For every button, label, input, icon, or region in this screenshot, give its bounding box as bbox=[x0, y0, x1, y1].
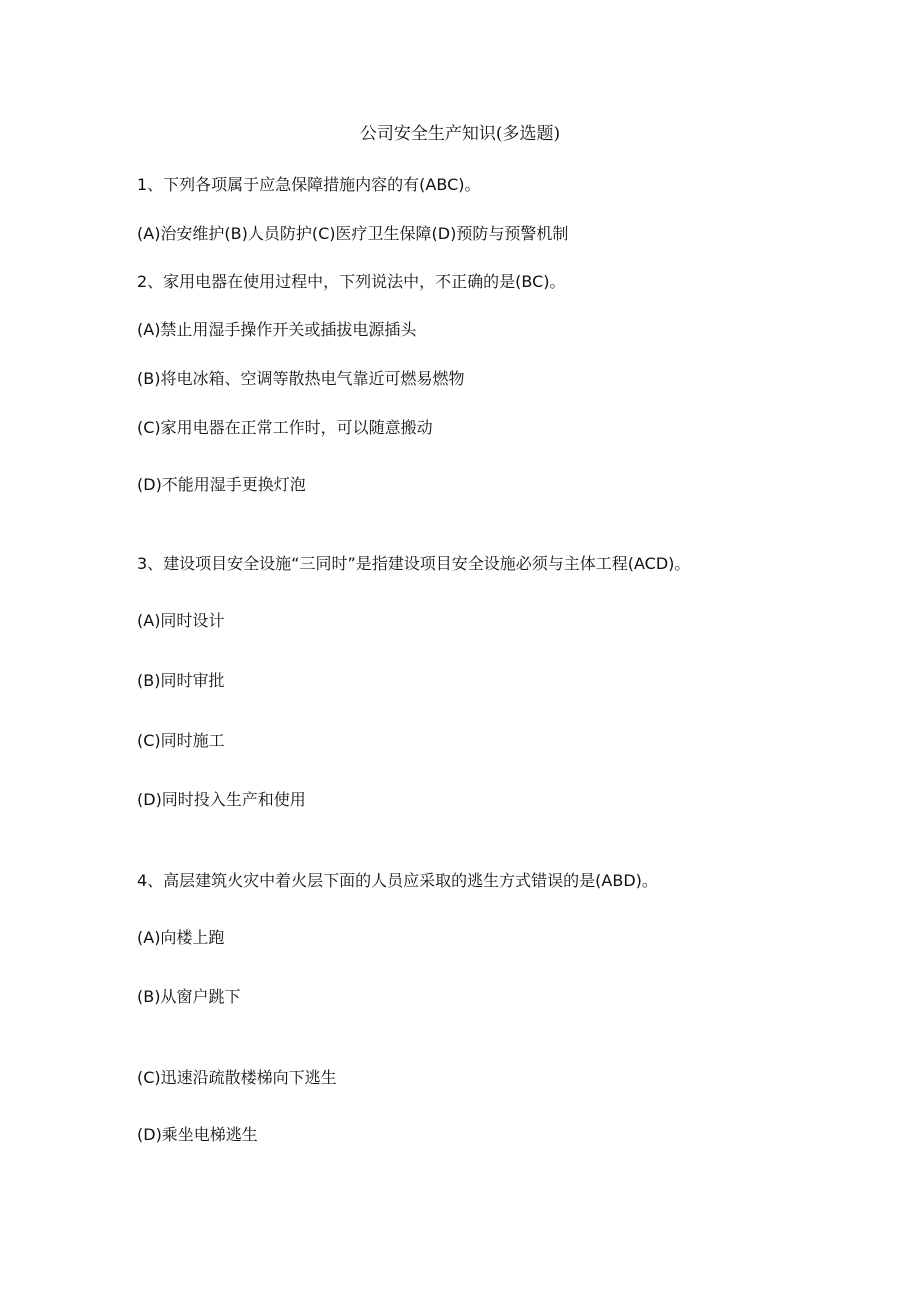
question-2-option-d: (D)不能用湿手更换灯泡 bbox=[137, 475, 306, 494]
question-3-option-b: (B)同时审批 bbox=[137, 671, 225, 690]
question-1-options: (A)治安维护(B)人员防护(C)医疗卫生保障(D)预防与预警机制 bbox=[137, 224, 569, 243]
question-4-option-d: (D)乘坐电梯逃生 bbox=[137, 1125, 258, 1144]
document-title: 公司安全生产知识(多选题) bbox=[359, 124, 561, 144]
question-3-option-c: (C)同时施工 bbox=[137, 731, 225, 750]
question-3-option-a: (A)同时设计 bbox=[137, 611, 225, 630]
question-3-option-d: (D)同时投入生产和使用 bbox=[137, 790, 306, 809]
question-4-option-b: (B)从窗户跳下 bbox=[137, 987, 241, 1006]
question-2-option-b: (B)将电冰箱、空调等散热电气靠近可燃易燃物 bbox=[137, 369, 465, 388]
question-2-stem: 2、家用电器在使用过程中，下列说法中，不正确的是(BC)。 bbox=[137, 272, 566, 291]
question-2-option-a: (A)禁止用湿手操作开关或插拔电源插头 bbox=[137, 320, 417, 339]
question-4-stem: 4、高层建筑火灾中着火层下面的人员应采取的逃生方式错误的是(ABD)。 bbox=[137, 871, 658, 890]
question-2-option-c: (C)家用电器在正常工作时，可以随意搬动 bbox=[137, 418, 433, 437]
question-1-stem: 1、下列各项属于应急保障措施内容的有(ABC)。 bbox=[137, 175, 481, 194]
question-4-option-a: (A)向楼上跑 bbox=[137, 928, 225, 947]
question-3-stem: 3、建设项目安全设施“三同时”是指建设项目安全设施必须与主体工程(ACD)。 bbox=[137, 554, 691, 573]
question-4-option-c: (C)迅速沿疏散楼梯向下逃生 bbox=[137, 1068, 337, 1087]
